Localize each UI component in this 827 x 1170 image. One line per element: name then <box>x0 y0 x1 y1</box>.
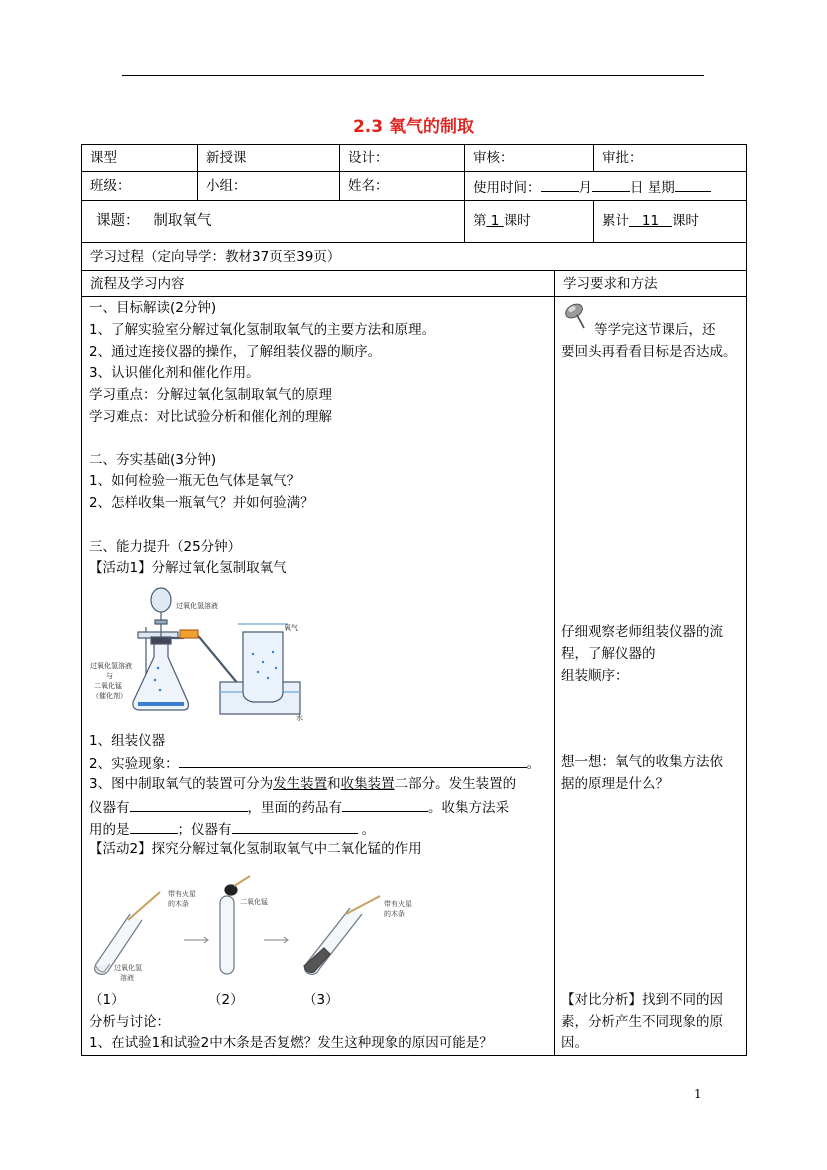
cell-name <box>339 171 465 201</box>
difficulty: 学习难点：对比试验分析和催化剂的理解 <box>89 409 332 425</box>
process-text: 学习过程（定向导学：教材37页至39页） <box>90 249 341 265</box>
q3-line-2: 仪器有 ，里面的药品有 。收集方法采 <box>89 796 509 818</box>
col-header-right <box>554 270 747 297</box>
cell-lesson <box>464 200 594 243</box>
tip-2c: 组装顺序： <box>561 668 629 684</box>
q1: 1、组装仪器 <box>89 733 166 749</box>
lesson-no: 第 1 课时 <box>473 213 531 229</box>
total-lessons: 累计 11 课时 <box>602 213 699 229</box>
fig2-splint3b-label: 的木条 <box>384 910 405 918</box>
approve-label: 审批： <box>602 150 643 166</box>
page-title: 2.3 氧气的制取 <box>352 117 475 137</box>
page-number: 1 <box>694 1087 702 1101</box>
fig2-mno2-label: 二氧化锰 <box>240 898 268 906</box>
cell-type-label <box>81 144 198 172</box>
fig2-h2o2b-label: 溶液 <box>120 974 134 982</box>
cell-use-time <box>464 171 747 201</box>
pushpin-icon <box>562 301 588 331</box>
cell-topic <box>81 200 465 243</box>
group-label: 小组： <box>206 178 247 194</box>
s2-item-2: 2、怎样收集一瓶氧气？并如何验满？ <box>89 495 314 511</box>
q2: 2、实验现象： 。 <box>89 752 540 774</box>
tip-1a: 等学完这节课后，还 <box>594 322 716 338</box>
s1-item-1: 1、了解实验室分解过氧化氢制取氧气的主要方法和原理。 <box>89 322 436 338</box>
key-point: 学习重点：分解过氧化氢制取氧气的原理 <box>89 387 332 403</box>
name-label: 姓名： <box>348 178 389 194</box>
tip-2a: 仔细观察老师组装仪器的流 <box>561 624 723 640</box>
tip-4a: 【对比分析】找到不同的因 <box>561 992 723 1008</box>
q3-line-1: 3、图中制取氧气的装置可分为发生装置和收集装置二部分。发生装置的 <box>89 776 517 792</box>
tip-4b: 素，分析产生不同现象的原 <box>561 1014 723 1030</box>
fig2-splint1b-label: 的木条 <box>168 900 189 908</box>
s2-item-1: 1、如何检验一瓶无色气体是氧气？ <box>89 473 301 489</box>
fig2-number-3: （3） <box>303 992 339 1008</box>
design-label: 设计： <box>348 150 389 166</box>
cell-group <box>197 171 340 201</box>
tip-2b: 程，了解仪器的 <box>561 646 656 662</box>
topic: 课题： 制取氧气 <box>96 213 212 229</box>
fig1-water-label: 水 <box>296 714 303 722</box>
test-tube-figure <box>88 868 418 986</box>
analysis-title: 分析与讨论： <box>89 1014 170 1030</box>
tip-3a: 想一想：氧气的收集方法依 <box>561 754 723 770</box>
s2-title: 二、夯实基础(3分钟) <box>89 452 217 468</box>
tip-3b: 据的原理是什么？ <box>561 776 669 792</box>
s3-title: 三、能力提升（25分钟） <box>89 539 242 555</box>
conical-flask <box>133 642 189 710</box>
apparatus-figure <box>88 582 310 724</box>
test-tube-2 <box>220 896 234 974</box>
fig2-number-2: （2） <box>208 992 244 1008</box>
fig2-h2o2-label: 过氧化氢 <box>114 964 142 972</box>
use-time: 使用时间： 月 日 星期 <box>473 176 711 198</box>
cell-total <box>593 200 747 243</box>
col-header-left <box>81 270 555 297</box>
separatory-funnel <box>151 588 171 612</box>
class-label: 班级： <box>90 178 131 194</box>
fig2-number-1: （1） <box>89 992 125 1008</box>
fig1-flask-label-1: 过氧化氢溶液 <box>90 662 132 670</box>
cell-design <box>339 144 465 172</box>
analysis-q1: 1、在试验1和试验2中木条是否复燃？发生这种现象的原因可能是？ <box>89 1035 493 1051</box>
fig1-flask-label-3: 二氧化锰 <box>94 682 122 690</box>
header-rule <box>122 75 704 76</box>
review-label: 审核： <box>473 150 514 166</box>
col-header-left-text: 流程及学习内容 <box>90 276 185 292</box>
tip-4c: 因。 <box>561 1035 588 1051</box>
collecting-bottle <box>243 632 283 702</box>
fig1-flask-label-2: 与 <box>106 672 113 680</box>
activity-1: 【活动1】分解过氧化氢制取氧气 <box>89 560 287 576</box>
fig1-funnel-label: 过氧化氢溶液 <box>176 602 218 610</box>
fig2-splint3-label: 带有火星 <box>384 900 412 908</box>
col-header-right-text: 学习要求和方法 <box>563 276 658 292</box>
fig2-splint1-label: 带有火星 <box>168 890 196 898</box>
q3-line-3: 用的是 ；仪器有 。 <box>89 818 375 840</box>
mno2-powder <box>225 885 237 895</box>
cell-class <box>81 171 198 201</box>
splint-1 <box>128 892 160 920</box>
type-value: 新授课 <box>206 150 247 166</box>
fig1-gas-label: 氧气 <box>284 624 298 632</box>
fig1-flask-label-4: （催化剂） <box>92 692 127 700</box>
tip-1b: 要回头再看看目标是否达成。 <box>561 344 737 360</box>
cell-type-value <box>197 144 340 172</box>
s1-title: 一、目标解读(2分钟) <box>89 300 217 316</box>
cell-process <box>81 242 747 271</box>
splint-3 <box>346 896 380 914</box>
activity-2: 【活动2】探究分解过氧化氢制取氧气中二氧化锰的作用 <box>89 841 422 857</box>
type-label: 课型 <box>90 150 117 166</box>
s1-item-2: 2、通过连接仪器的操作，了解组装仪器的顺序。 <box>89 344 382 360</box>
cell-approve <box>593 144 747 172</box>
cell-review <box>464 144 594 172</box>
s1-item-3: 3、认识催化剂和催化作用。 <box>89 365 260 381</box>
